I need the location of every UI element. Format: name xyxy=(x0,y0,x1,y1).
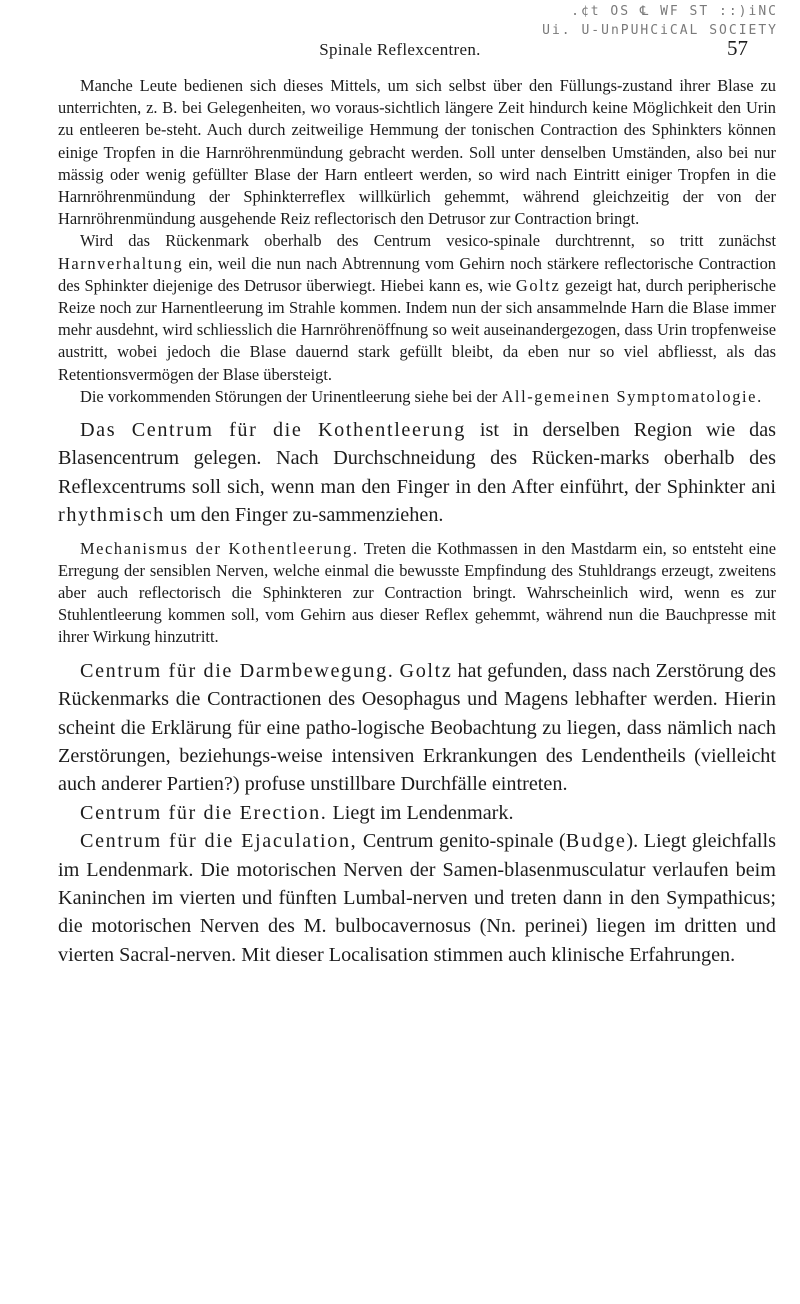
large-print-section-1 xyxy=(58,416,776,530)
paragraph-text: Liegt im Lendenmark. xyxy=(327,801,514,824)
page-number: 57 xyxy=(727,36,748,60)
small-print-section-1 xyxy=(58,75,776,408)
paragraph-text: ). Liegt gleichfalls im Lendenmark. Die motorischen Nerven der Samen-blasenmusculatur verlaufen beim Kaninchen im vierten und fünften Lumbal-nerven und treten dann in den Sympathicus; die motorischen Nerven des M. bulbocavernosus (Nn. perinei) liegen im dritten und vierten Sacral-nerven. Mit dieser Localisation stimmen auch klinische Erfahrungen. xyxy=(58,830,776,966)
paragraph-text: ist in derselben Region wie das Blasencentrum gelegen. Nach Durchschneidung des Rücken-marks oberhalb des Reflexcentrums soll sich, wenn man den Finger in den After einführt, der Sphinkter ani xyxy=(58,419,777,498)
paragraph-text: gezeigt hat, durch peripherische Reize noch zur Harnentleerung im Strahle kommen. Indem nun der sich ansammelnde Harn die Blase immer mehr ausdehnt, wird schliesslich die Harnröhrenöffnung so weit auseinandergezogen, dass Urin tropfenweise austritt, wobei jedoch die Blase dauernd stark gefüllt bleibt, da eben nur so viel abfliesst, als das Retentionsvermögen der Blase übersteigt. xyxy=(58,275,776,384)
paragraph-text: Manche Leute bedienen sich dieses Mittels, um sich selbst über den Füllungs-zustand ihrer Blase zu unterrichten, z. B. bei Gelegenheiten, wo voraus-sichtlich längere Zeit hindurch keine Möglichkeit den Urin zu entleeren be-steht. Auch durch zeitweilige Hemmung der tonischen Contraction des Sphinkters können einige Tropfen in die Harnröhrenmündung gebracht werden. Soll unter denselben Umständen, also bei nur mässig oder wenig gefüllter Blase der Harn entleert werden, so wird nach Eintritt einiger Tropfen in die Harnröhrenmündung der Sphinkterreflex willkürlich gehemmt, während gleichzeitig der von der Harnröhrenmündung ausgehende Reiz reflectorisch den Detrusor zur Contraction bringt. xyxy=(58,76,776,229)
running-head-title: Spinale Reflexcentren. xyxy=(319,40,481,59)
stamp-line-1: .¢t OS ℄ WF ST ::)iNC xyxy=(571,4,778,19)
spaced-term: Harnverhaltung xyxy=(58,253,184,273)
paragraph-text: Centrum genito-spinale ( xyxy=(357,830,566,853)
stamp-line-2: Ui. U-UnPUHCiCAL SOCIETY xyxy=(542,23,778,38)
author-name: Budge xyxy=(565,830,627,853)
paragraph-text: . xyxy=(757,386,762,406)
paragraph-text: um den Finger zu-sammenziehen. xyxy=(164,504,444,527)
library-stamp xyxy=(358,2,778,40)
paragraph-harnverhaltung xyxy=(58,230,776,385)
author-name: Goltz xyxy=(399,659,453,682)
paragraph-darmbewegung xyxy=(58,657,776,799)
paragraph-text: ein, weil die nun nach Abtrennung vom Gehirn noch stärkere reflectorische Contraction des Sphinkter diejenige des Detrusor überwiegt. Hiebei kann es, wie xyxy=(58,253,776,295)
large-print-section-2 xyxy=(58,657,776,969)
spaced-term: All-gemeinen Symptomatologie xyxy=(501,386,758,406)
paragraph-erection xyxy=(58,799,776,827)
small-print-section-2 xyxy=(58,538,776,649)
paragraph-kothentleerung xyxy=(58,416,776,530)
paragraph-text: Treten die Kothmassen in den Mastdarm ein, so entsteht eine Erregung der sensiblen Nerven, welche einmal die bewusste Empfindung des Stuhldrangs erzeugt, zweitens aber auch reflectorisch die Sphinkteren zur Contraction bringt. Wahrscheinlich wird, wenn es zur Stuhlentleerung kommen soll, vom Gehirn aus dieser Reflex gehemmt, während nun die Bauchpresse mit ihrer Wirkung hinzutritt. xyxy=(58,538,777,647)
paragraph-mechanismus xyxy=(58,538,776,649)
spaced-term: rhythmisch xyxy=(58,504,165,527)
section-heading: Das Centrum für die Kothentleerung xyxy=(80,419,466,442)
section-heading: Centrum für die Erection. xyxy=(80,801,328,824)
paragraph-stoerungen xyxy=(58,386,776,408)
running-head xyxy=(0,36,800,64)
paragraph-text: Wird das Rückenmark oberhalb des Centrum vesico-spinale durchtrennt, so tritt zunächst xyxy=(80,231,776,251)
paragraph-fuellungszustand xyxy=(58,75,776,230)
section-heading: Mechanismus der Kothentleerung. xyxy=(80,538,359,558)
paragraph-ejaculation xyxy=(58,827,776,969)
author-name: Goltz xyxy=(515,275,561,295)
section-heading: Centrum für die Ejaculation, xyxy=(80,830,358,853)
paragraph-text: hat gefunden, dass nach Zerstörung des Rückenmarks die Contractionen des Oesophagus und Magens lebhafter werden. Hierin scheint die Erklärung für eine patho-logische Beobachtung zu liegen, dass nämlich nach Zerstörungen, beziehungs-weise intensiven Erkrankungen des Lendentheils (vielleicht auch anderer Partien?) profuse unstillbare Durchfälle eintreten. xyxy=(58,659,777,796)
section-heading: Centrum für die Darmbewegung. xyxy=(80,659,395,682)
page-body xyxy=(58,75,776,969)
paragraph-text: Die vorkommenden Störungen der Urinentleerung siehe bei der xyxy=(80,386,502,406)
